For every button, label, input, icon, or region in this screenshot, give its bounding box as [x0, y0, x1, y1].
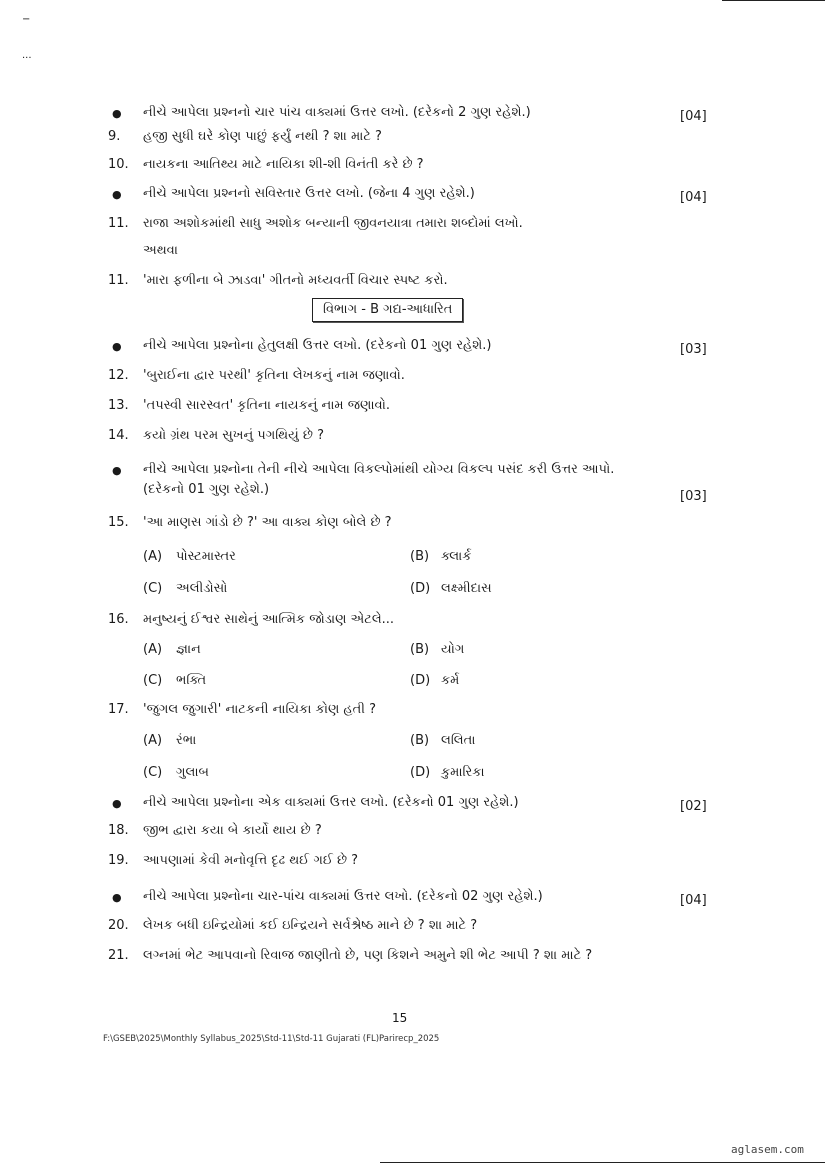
- option-text: લલિતા: [441, 733, 476, 748]
- marks-label: [04]: [680, 893, 707, 908]
- option-text: ગુલાબ: [176, 765, 209, 780]
- top-edge-line: [722, 0, 825, 1]
- question-text: નાયકના આતિથ્ય માટે નાયિકા શી-શી વિનંતી કરે છે ?: [143, 157, 424, 172]
- question-number: 14.: [108, 428, 129, 443]
- option-label: (A): [143, 642, 163, 657]
- question-number: 13.: [108, 398, 129, 413]
- question-text: કયો ગ્રંથ પરમ સુખનું પગથિયું છે ?: [143, 428, 324, 443]
- option-text: રંભા: [176, 733, 197, 748]
- option-label: (B): [410, 549, 430, 564]
- question-number: 21.: [108, 948, 129, 963]
- option-label: (B): [410, 642, 430, 657]
- question-text: મનુષ્યનું ઈશ્વર સાથેનું આત્મિક જોડાણ એટલે...: [143, 612, 395, 627]
- instruction-text: નીચે આપેલા પ્રશ્નોના હેતુલક્ષી ઉત્તર લખો. (દરેકનો 01 ગુણ રહેશે.): [143, 338, 492, 353]
- margin-mark-2: ...: [22, 50, 32, 61]
- question-number: 18.: [108, 823, 129, 838]
- question-number: 17.: [108, 702, 129, 717]
- option-text: અલીડોસો: [176, 581, 228, 596]
- option-label: (D): [410, 581, 431, 596]
- or-separator: અથવા: [143, 243, 178, 258]
- instruction-text: નીચે આપેલા પ્રશ્નોના ચાર-પાંચ વાક્યમાં ઉત્તર લખો. (દરેકનો 02 ગુણ રહેશે.): [143, 889, 543, 904]
- question-number: 15.: [108, 515, 129, 530]
- question-number: 19.: [108, 853, 129, 868]
- file-path: F:\GSEB\2025\Monthly Syllabus_2025\Std-11\Std-11 Gujarati (FL)Parirecp_2025: [103, 1034, 440, 1044]
- bullet-icon: ●: [112, 340, 122, 353]
- question-number: 12.: [108, 368, 129, 383]
- option-text: જ્ઞાન: [176, 642, 201, 657]
- question-text: લેખક બધી ઇન્દ્રિયોમાં કઈ ઇન્દ્રિયને સર્વશ્રેષ્ઠ માને છે ? શા માટે ?: [143, 918, 478, 933]
- bullet-icon: ●: [112, 107, 122, 120]
- option-label: (B): [410, 733, 430, 748]
- question-text: 'જુગલ જુગારી' નાટકની નાયિકા કોણ હતી ?: [143, 702, 377, 717]
- question-text: લગ્નમાં ભેટ આપવાનો રિવાજ જાણીતો છે, પણ કિશને અમુને શી ભેટ આપી ? શા માટે ?: [143, 948, 593, 963]
- question-number: 16.: [108, 612, 129, 627]
- question-number: 11.: [108, 273, 129, 288]
- option-text: કુમારિકા: [441, 765, 485, 780]
- bullet-icon: ●: [112, 797, 122, 810]
- option-label: (A): [143, 549, 163, 564]
- option-label: (C): [143, 765, 163, 780]
- instruction-text: નીચે આપેલા પ્રશ્નોના તેની નીચે આપેલા વિકલ્પોમાંથી યોગ્ય વિકલ્પ પસંદ કરી ઉત્તર આપો.: [143, 462, 615, 477]
- section-heading: વિભાગ - B ગદ્ય-આધારિત: [312, 298, 463, 322]
- margin-mark-1: −: [22, 14, 31, 25]
- marks-label: [04]: [680, 109, 707, 124]
- marks-label: [03]: [680, 342, 707, 357]
- question-text: હજી સુધી ઘરે કોણ પાછું ફર્યું નથી ? શા માટે ?: [143, 129, 382, 144]
- marks-label: [02]: [680, 799, 707, 814]
- option-text: લક્ષ્મીદાસ: [441, 581, 492, 596]
- instruction-text: નીચે આપેલા પ્રશ્નનો ચાર પાંચ વાક્યમાં ઉત્તર લખો. (દરેકનો 2 ગુણ રહેશે.): [143, 105, 531, 120]
- question-text: 'તપસ્વી સારસ્વત' કૃતિના નાયકનું નામ જણાવો.: [143, 398, 391, 413]
- option-text: પોસ્ટમાસ્તર: [176, 549, 236, 564]
- instruction-text-line2: (દરેકનો 01 ગુણ રહેશે.): [143, 482, 270, 497]
- option-text: યોગ: [441, 642, 465, 657]
- question-text: 'મારા ફળીના બે ઝાડવા' ગીતનો મધ્યવર્તી વિચાર સ્પષ્ટ કરો.: [143, 273, 448, 288]
- bullet-icon: ●: [112, 891, 122, 904]
- question-number: 11.: [108, 216, 129, 231]
- question-text: 'આ માણસ ગાંડો છે ?' આ વાક્ય કોણ બોલે છે ?: [143, 515, 392, 530]
- instruction-text: નીચે આપેલા પ્રશ્નોના એક વાક્યમાં ઉત્તર લખો. (દરેકનો 01 ગુણ રહેશે.): [143, 795, 519, 810]
- option-label: (D): [410, 765, 431, 780]
- option-label: (A): [143, 733, 163, 748]
- bullet-icon: ●: [112, 188, 122, 201]
- bottom-edge-line: [380, 1162, 825, 1163]
- marks-label: [03]: [680, 489, 707, 504]
- question-text: જીભ દ્વારા કયા બે કાર્યો થાય છે ?: [143, 823, 322, 838]
- instruction-text: નીચે આપેલા પ્રશ્નનો સવિસ્તાર ઉત્તર લખો. (જેના 4 ગુણ રહેશે.): [143, 186, 475, 201]
- option-text: ક્લાર્ક: [441, 549, 472, 564]
- question-text: 'બુરાઈના દ્વાર પરથી' કૃતિના લેખકનું નામ જણાવો.: [143, 368, 405, 383]
- page-number: 15: [392, 1011, 408, 1025]
- question-number: 9.: [108, 129, 121, 144]
- option-label: (C): [143, 673, 163, 688]
- bullet-icon: ●: [112, 464, 122, 477]
- question-number: 10.: [108, 157, 129, 172]
- watermark: aglasem.com: [731, 1143, 804, 1156]
- question-text: રાજા અશોકમાંથી સાધુ અશોક બન્યાની જીવનયાત્રા તમારા શબ્દોમાં લખો.: [143, 216, 523, 231]
- question-number: 20.: [108, 918, 129, 933]
- option-text: કર્મ: [441, 673, 460, 688]
- question-text: આપણામાં કેવી મનોવૃત્તિ દૃઢ થઈ ગઈ છે ?: [143, 853, 359, 868]
- option-text: ભક્તિ: [176, 673, 207, 688]
- option-label: (C): [143, 581, 163, 596]
- marks-label: [04]: [680, 190, 707, 205]
- option-label: (D): [410, 673, 431, 688]
